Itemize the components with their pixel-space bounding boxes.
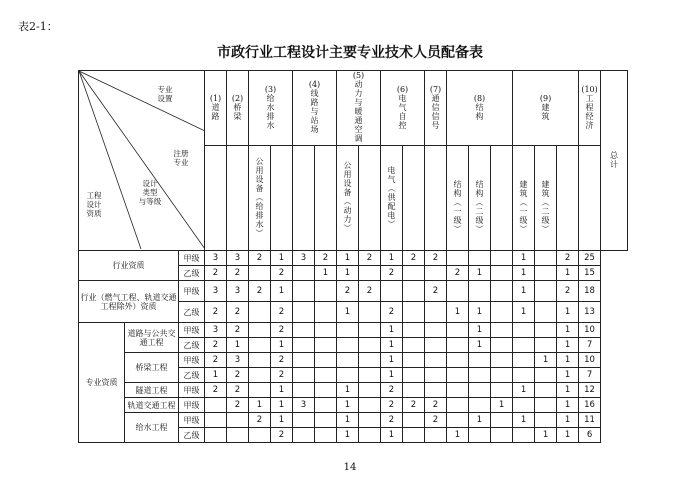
table-row — [79, 413, 628, 428]
table-cell: 1 — [491, 398, 513, 413]
table-cell: 1 — [381, 428, 403, 443]
table-cell: 2 — [249, 413, 271, 428]
table-cell — [425, 266, 447, 281]
major-header-10: (10) 工程经济 — [579, 71, 601, 146]
table-cell — [447, 413, 469, 428]
table-cell: 3 — [205, 323, 227, 338]
table-cell — [535, 251, 557, 266]
table-cell: 1 — [381, 338, 403, 353]
table-cell: 1 — [271, 338, 293, 353]
table-cell — [359, 353, 381, 368]
table-cell: 1 — [337, 398, 359, 413]
table-cell — [315, 413, 337, 428]
table-cell: 2 — [425, 251, 447, 266]
table-cell: 13 — [579, 302, 601, 323]
table-cell: 3 — [293, 251, 315, 266]
table-cell: 10 — [579, 353, 601, 368]
major-header-2: (2) 桥梁 — [227, 71, 249, 146]
table-cell: 1 — [535, 353, 557, 368]
grade-label: 乙级 — [179, 368, 205, 383]
table-cell — [337, 338, 359, 353]
table-cell: 2 — [271, 428, 293, 443]
subtype-water: 给水工程 — [125, 413, 179, 443]
table-cell — [425, 428, 447, 443]
table-cell — [425, 383, 447, 398]
table-cell: 1 — [513, 266, 535, 281]
table-cell — [513, 338, 535, 353]
table-cell — [535, 302, 557, 323]
table-cell: 2 — [403, 398, 425, 413]
table-row — [79, 323, 628, 338]
table-cell — [315, 398, 337, 413]
table-cell: 2 — [227, 398, 249, 413]
table-tag: 表2-1： — [18, 20, 58, 33]
table-cell — [491, 428, 513, 443]
grade-label: 乙级 — [179, 338, 205, 353]
table-cell — [491, 383, 513, 398]
table-cell — [403, 338, 425, 353]
table-cell: 2 — [425, 413, 447, 428]
table-cell — [447, 338, 469, 353]
table-cell — [315, 302, 337, 323]
table-cell: 7 — [579, 368, 601, 383]
table-row — [79, 353, 628, 368]
table-cell — [227, 413, 249, 428]
table-cell: 2 — [381, 266, 403, 281]
table-cell: 1 — [469, 302, 491, 323]
table-cell: 2 — [205, 383, 227, 398]
reg-struct-1: 结构（一级） — [447, 146, 469, 251]
table-cell: 1 — [535, 428, 557, 443]
table-cell — [491, 338, 513, 353]
table-cell — [315, 281, 337, 302]
table-cell — [293, 368, 315, 383]
table-cell: 1 — [337, 383, 359, 398]
table-cell — [205, 398, 227, 413]
table-cell — [403, 281, 425, 302]
table-cell — [315, 428, 337, 443]
table-cell — [403, 428, 425, 443]
table-cell: 2 — [557, 251, 579, 266]
table-cell: 1 — [447, 428, 469, 443]
table-cell: 1 — [271, 251, 293, 266]
table-cell: 1 — [513, 281, 535, 302]
table-cell — [359, 266, 381, 281]
table-cell — [359, 383, 381, 398]
table-cell — [425, 353, 447, 368]
group-specialty: 专业资质 — [79, 323, 125, 443]
table-cell: 2 — [315, 251, 337, 266]
table-row — [79, 398, 628, 413]
table-cell — [403, 368, 425, 383]
table-cell — [513, 323, 535, 338]
table-cell — [403, 413, 425, 428]
table-cell — [403, 323, 425, 338]
table-cell: 2 — [381, 413, 403, 428]
major-header-6: (6) 电气自控 — [381, 71, 425, 146]
table-cell: 1 — [381, 368, 403, 383]
subtype-bridge: 桥梁工程 — [125, 353, 179, 383]
table-cell: 1 — [557, 302, 579, 323]
table-cell: 1 — [513, 413, 535, 428]
major-header-5: (5) 动力与暖通空调 — [337, 71, 381, 146]
table-cell: 1 — [557, 383, 579, 398]
table-cell: 2 — [227, 323, 249, 338]
table-cell: 1 — [205, 368, 227, 383]
table-cell — [293, 323, 315, 338]
table-cell: 1 — [557, 353, 579, 368]
table-cell — [425, 338, 447, 353]
table-cell — [491, 368, 513, 383]
table-cell — [447, 368, 469, 383]
table-cell — [205, 428, 227, 443]
table-cell: 2 — [227, 266, 249, 281]
table-cell: 1 — [381, 251, 403, 266]
table-row — [79, 281, 628, 302]
table-cell — [381, 281, 403, 302]
table-cell — [249, 368, 271, 383]
table-cell: 1 — [557, 266, 579, 281]
major-header-9: (9) 建筑 — [513, 71, 579, 146]
table-cell: 1 — [271, 413, 293, 428]
table-cell — [491, 302, 513, 323]
table-cell: 2 — [271, 353, 293, 368]
table-cell: 3 — [227, 251, 249, 266]
table-cell — [315, 338, 337, 353]
table-cell: 2 — [249, 251, 271, 266]
corner-registered-major: 注册 专业 — [173, 149, 189, 167]
table-cell — [315, 323, 337, 338]
table-cell — [293, 428, 315, 443]
table-cell — [535, 323, 557, 338]
table-cell: 1 — [469, 323, 491, 338]
table-cell: 2 — [271, 323, 293, 338]
table-cell: 1 — [557, 428, 579, 443]
table-cell — [513, 353, 535, 368]
subtype-rail: 轨道交通工程 — [125, 398, 179, 413]
table-cell — [293, 338, 315, 353]
table-cell: 2 — [227, 302, 249, 323]
table-cell: 1 — [337, 251, 359, 266]
table-cell — [535, 383, 557, 398]
table-cell — [535, 398, 557, 413]
subtype-road: 道路与公共交通工程 — [125, 323, 179, 353]
table-cell — [447, 281, 469, 302]
table-cell: 12 — [579, 383, 601, 398]
table-cell: 25 — [579, 251, 601, 266]
table-cell: 1 — [381, 323, 403, 338]
table-cell — [403, 353, 425, 368]
major-header-7: (7) 通信信号 — [425, 71, 447, 146]
table-cell — [535, 338, 557, 353]
page-title: 市政行业工程设计主要专业技术人员配备表 — [217, 45, 483, 61]
table-cell — [359, 338, 381, 353]
corner-major-setup: 专业 设置 — [157, 85, 173, 103]
table-cell — [535, 266, 557, 281]
table-cell: 1 — [315, 266, 337, 281]
table-cell: 2 — [205, 302, 227, 323]
major-header-1: (1) 道路 — [205, 71, 227, 146]
table-cell: 1 — [557, 398, 579, 413]
table-cell: 3 — [205, 281, 227, 302]
table-cell — [315, 383, 337, 398]
reg-electric: 电气（供配电） — [381, 146, 403, 251]
table-cell — [513, 398, 535, 413]
table-cell — [425, 368, 447, 383]
reg-arch-1: 建筑（一级） — [513, 146, 535, 251]
table-cell: 2 — [227, 383, 249, 398]
table-cell: 3 — [227, 353, 249, 368]
table-cell: 1 — [557, 368, 579, 383]
grade-label: 甲级 — [179, 413, 205, 428]
table-cell: 1 — [337, 302, 359, 323]
table-cell: 1 — [513, 383, 535, 398]
table-cell — [447, 323, 469, 338]
table-cell — [359, 368, 381, 383]
table-cell — [513, 368, 535, 383]
table-cell: 1 — [447, 302, 469, 323]
table-cell — [315, 353, 337, 368]
table-cell — [491, 353, 513, 368]
table-cell: 2 — [205, 338, 227, 353]
grade-label: 甲级 — [179, 383, 205, 398]
table-cell: 2 — [359, 281, 381, 302]
grade-label: 甲级 — [179, 323, 205, 338]
table-cell — [469, 428, 491, 443]
table-cell: 2 — [205, 266, 227, 281]
table-cell: 2 — [381, 398, 403, 413]
table-cell — [293, 266, 315, 281]
table-cell — [469, 398, 491, 413]
major-header-4: (4) 线路与站场 — [293, 71, 337, 146]
table-cell: 1 — [271, 398, 293, 413]
table-cell — [447, 398, 469, 413]
grade-label: 乙级 — [179, 266, 205, 281]
table-cell: 2 — [447, 266, 469, 281]
group-industry-excl: 行业（燃气工程、轨道交通工程除外）资质 — [79, 281, 179, 323]
table-cell — [249, 323, 271, 338]
table-cell — [249, 383, 271, 398]
table-cell — [359, 428, 381, 443]
major-header-8: (8) 结构 — [447, 71, 513, 146]
table-cell — [293, 353, 315, 368]
table-cell: 2 — [227, 368, 249, 383]
table-cell: 1 — [557, 413, 579, 428]
table-cell: 1 — [227, 338, 249, 353]
table-cell — [249, 302, 271, 323]
table-cell — [491, 266, 513, 281]
table-cell: 15 — [579, 266, 601, 281]
table-cell — [535, 368, 557, 383]
table-cell: 2 — [381, 302, 403, 323]
table-cell: 2 — [271, 368, 293, 383]
table-cell — [425, 323, 447, 338]
table-cell: 1 — [337, 428, 359, 443]
table-cell — [293, 383, 315, 398]
total-header: 总计 — [601, 71, 628, 251]
staffing-table — [78, 70, 628, 443]
table-cell: 2 — [271, 302, 293, 323]
table-cell: 1 — [249, 398, 271, 413]
reg-struct-2: 结构（二级） — [469, 146, 491, 251]
table-cell: 1 — [513, 251, 535, 266]
table-cell: 3 — [227, 281, 249, 302]
table-cell — [513, 428, 535, 443]
table-cell: 2 — [337, 281, 359, 302]
table-cell: 16 — [579, 398, 601, 413]
major-header-3: (3) 给水排水 — [249, 71, 293, 146]
table-cell — [447, 383, 469, 398]
subtype-tunnel: 隧道工程 — [125, 383, 179, 398]
table-cell: 3 — [205, 251, 227, 266]
table-cell: 1 — [513, 302, 535, 323]
grade-label: 甲级 — [179, 251, 205, 266]
grade-label: 甲级 — [179, 398, 205, 413]
table-cell — [249, 353, 271, 368]
table-cell — [469, 353, 491, 368]
table-cell: 1 — [557, 323, 579, 338]
table-cell: 11 — [579, 413, 601, 428]
table-cell: 1 — [469, 266, 491, 281]
table-cell — [359, 323, 381, 338]
table-cell: 2 — [271, 266, 293, 281]
table-cell — [469, 383, 491, 398]
table-cell — [293, 413, 315, 428]
table-cell — [249, 428, 271, 443]
table-cell — [293, 302, 315, 323]
grade-label: 乙级 — [179, 428, 205, 443]
table-cell — [337, 323, 359, 338]
table-cell: 2 — [425, 398, 447, 413]
table-cell: 1 — [469, 413, 491, 428]
table-cell — [293, 281, 315, 302]
table-cell — [469, 281, 491, 302]
table-cell — [491, 413, 513, 428]
table-cell — [227, 428, 249, 443]
table-cell: 3 — [293, 398, 315, 413]
table-cell: 2 — [557, 281, 579, 302]
table-cell — [337, 368, 359, 383]
table-cell — [359, 302, 381, 323]
table-cell — [491, 251, 513, 266]
table-cell: 1 — [469, 338, 491, 353]
table-cell: 2 — [425, 281, 447, 302]
table-cell: 1 — [557, 338, 579, 353]
table-cell — [469, 368, 491, 383]
table-cell — [447, 353, 469, 368]
table-cell — [205, 413, 227, 428]
group-industry: 行业资质 — [79, 251, 179, 281]
table-cell: 2 — [205, 353, 227, 368]
header-corner — [79, 71, 205, 251]
table-cell: 1 — [381, 353, 403, 368]
corner-design-type: 设计 类型 与等级 — [138, 179, 162, 206]
table-row — [79, 251, 628, 266]
table-cell: 18 — [579, 281, 601, 302]
table-cell — [403, 266, 425, 281]
grade-label: 甲级 — [179, 281, 205, 302]
table-cell: 2 — [359, 251, 381, 266]
table-cell — [491, 281, 513, 302]
table-cell — [425, 302, 447, 323]
table-cell: 1 — [337, 266, 359, 281]
table-row — [79, 383, 628, 398]
grade-label: 甲级 — [179, 353, 205, 368]
table-cell — [315, 368, 337, 383]
table-cell — [447, 251, 469, 266]
table-cell — [359, 398, 381, 413]
reg-arch-2: 建筑（二级） — [535, 146, 557, 251]
table-cell: 1 — [271, 281, 293, 302]
table-cell — [491, 323, 513, 338]
table-cell: 10 — [579, 323, 601, 338]
table-cell — [403, 302, 425, 323]
page-number: 14 — [343, 462, 357, 473]
table-cell — [249, 266, 271, 281]
table-cell — [359, 413, 381, 428]
table-cell: 1 — [337, 413, 359, 428]
table-cell: 2 — [381, 383, 403, 398]
grade-label: 乙级 — [179, 302, 205, 323]
table-cell: 1 — [271, 383, 293, 398]
table-cell: 6 — [579, 428, 601, 443]
table-cell — [535, 413, 557, 428]
table-cell — [469, 251, 491, 266]
table-cell — [403, 383, 425, 398]
reg-power: 公用设备（动力） — [337, 146, 359, 251]
table-cell — [249, 338, 271, 353]
table-cell: 2 — [403, 251, 425, 266]
table-cell — [535, 281, 557, 302]
table-cell: 7 — [579, 338, 601, 353]
reg-water-supply: 公用设备（给排水） — [249, 146, 271, 251]
table-cell — [337, 353, 359, 368]
corner-qualification: 工程 设计 资质 — [86, 191, 102, 218]
table-cell: 2 — [249, 281, 271, 302]
